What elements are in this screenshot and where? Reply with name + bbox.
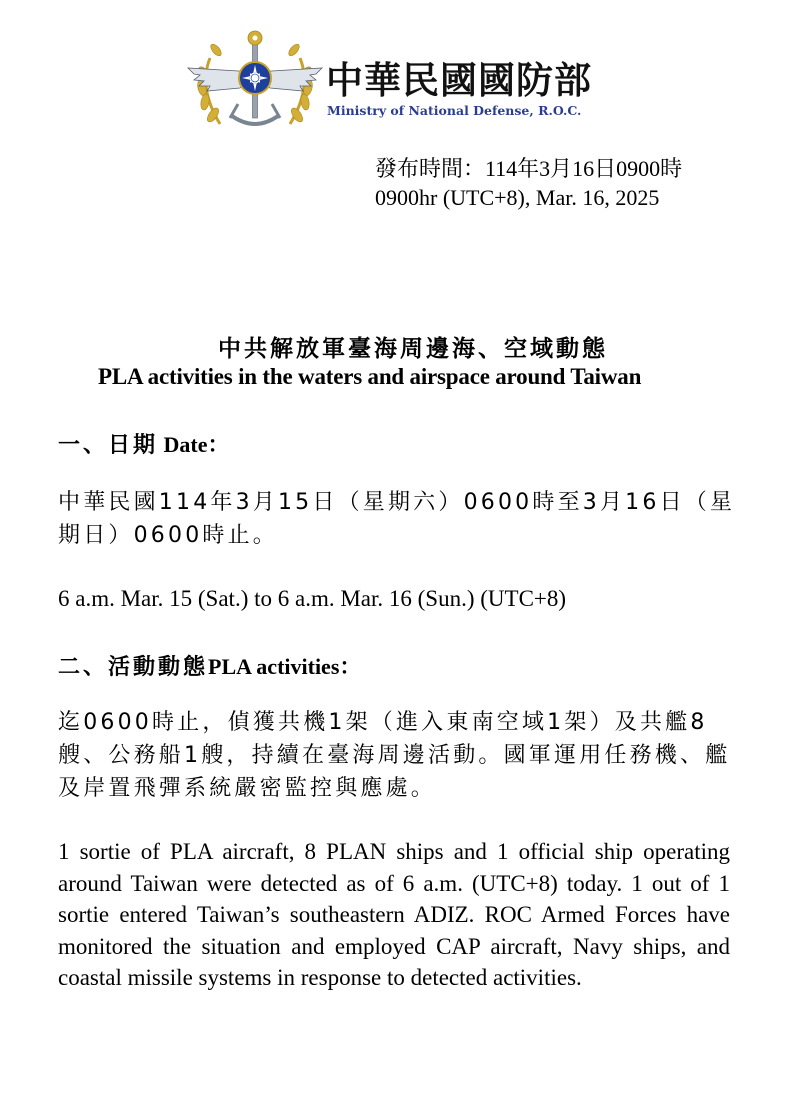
release-time-zh: 發布時間：114年3月16日0900時 [375,156,683,181]
mnd-emblem-icon [180,28,330,140]
section-date-heading [58,428,230,459]
org-name-en: Ministry of National Defense, R.O.C. [327,103,582,118]
page-title-en: PLA activities in the waters and airspace around Taiwan [98,364,642,389]
section-date-body-zh: 中華民國114年3月15日（星期六）0600時至3月16日（星期日）0600時止。 [58,490,736,548]
org-name-zh: 中華民國國防部 [326,59,592,102]
section-date-heading-en: Date： [158,432,230,457]
section-date-body-en: 6 a.m. Mar. 15 (Sat.) to 6 a.m. Mar. 16 (Sun.) (UTC+8) [58,586,567,611]
section-activities-heading-en: PLA activities： [208,654,362,679]
release-time-en: 0900hr (UTC+8), Mar. 16, 2025 [375,185,660,210]
page-title-zh: 中共解放軍臺海周邊海、空域動態 [218,336,608,362]
section-date-heading-zh: 一、日期 [58,433,159,458]
section-activities-heading-zh: 二、活動動態 [58,655,209,680]
section-activities-body-zh: 迄0600時止，偵獲共機1架（進入東南空域1架）及共艦8艘、公務船1艘，持續在臺海周邊活動。國軍運用任務機、艦及岸置飛彈系統嚴密監控與應處。 [58,710,731,801]
section-activities-heading [58,650,361,681]
section-activities-body-en: 1 sortie of PLA aircraft, 8 PLAN ships and 1 official ship operating around Taiwan were detected as of 6 a.m. (UTC+8) today. 1 out of 1 sortie entered Taiwan’s southeastern ADIZ. ROC Armed Forces have monitored the situation and employed CAP aircraft, Navy ships, and coastal missile systems in response to detected activities. [58,839,730,990]
